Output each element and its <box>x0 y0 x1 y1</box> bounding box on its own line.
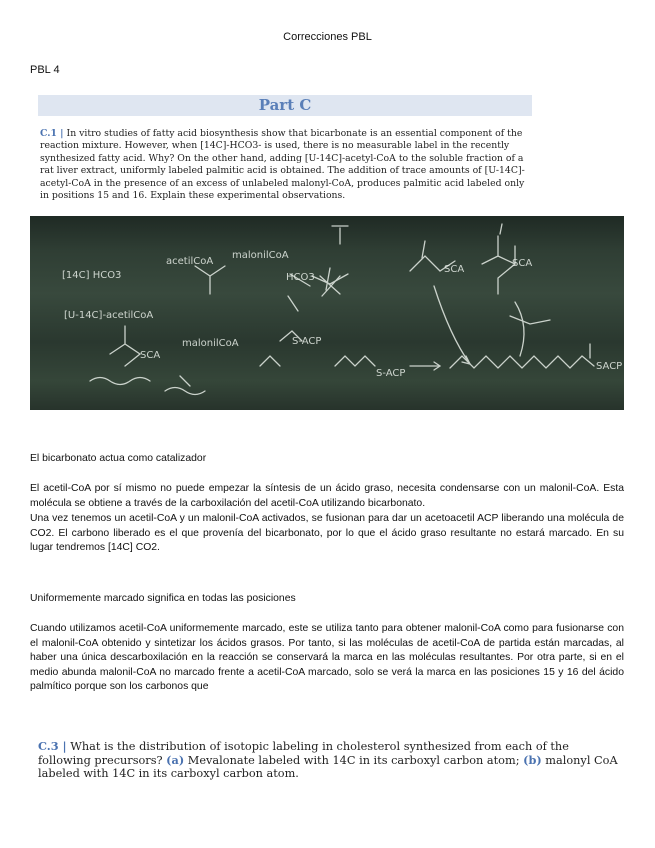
part-c-banner: Part C <box>38 95 532 116</box>
chalk-label-sacp-2: S-ACP <box>376 368 406 379</box>
question-c1-number: C.1 | <box>40 128 64 139</box>
question-c3-option-a: (a) <box>166 752 185 767</box>
chalk-label-sacp-3: SACP <box>596 361 623 372</box>
question-c3-text-b: Mevalonate labeled with 14C in its carboxyl carbon atom; <box>187 753 520 767</box>
question-c3-number: C.3 | <box>38 739 67 753</box>
answer-2-heading: Uniformemente marcado significa en todas las posiciones <box>30 593 296 604</box>
chalk-label-malonilcoa: malonilCoA <box>232 250 289 261</box>
page-title: Correcciones PBL <box>283 31 372 43</box>
question-c1 <box>40 128 536 202</box>
section-label: PBL 4 <box>30 64 60 76</box>
answer-2-paragraph-1: Cuando utilizamos acetil-CoA uniformemente marcado, este se utiliza tanto para obtener malonil-CoA como para fusionarse con el malonil-CoA obtenido y sintetizar los ácidos grasos. Por tanto, si las moléculas de acetil-CoA de partida están marcadas, al haber una única descarboxilación en la reacción se conservará la marca en las moléculas resultantes. Por otra parte, si en el medio abunda malonil-CoA no marcado frente a acetil-CoA marcado, solo se verá la marca en las posiciones 15 y 16 del ácido palmítico porque son los carbonos que <box>30 623 624 693</box>
chalk-label-malonilcoa-2: malonilCoA <box>182 338 239 349</box>
answer-1-paragraph-1: El acetil-CoA por sí mismo no puede empezar la síntesis de un ácido graso, necesita condensarse con un malonil-CoA. Esta molécula se obtiene a través de la carboxilación del acetil-CoA utilizando bicarbonato. <box>30 483 624 509</box>
chalk-label-sca-1: SCA <box>444 264 465 275</box>
answer-1-heading: El bicarbonato actua como catalizador <box>30 453 207 464</box>
question-c3-text-a: What is the distribution of isotopic labeling in cholesterol synthesized from each of the following precursors? <box>38 740 569 767</box>
chalk-label-hco3: HCO3 <box>286 272 315 283</box>
chalkboard-photo <box>30 216 624 410</box>
answer-1-paragraph-2: Una vez tenemos un acetil-CoA y un malonil-CoA activados, se fusionan para dar un acetoacetil ACP liberando una molécula de CO2. El carbono liberado es el que provenía del bicarbonato, por lo que el ácido graso resultante no estará marcado. En su lugar tendremos [14C] CO2. <box>30 513 624 554</box>
question-c3 <box>38 740 618 781</box>
chalk-label-acetylcoa: acetilCoA <box>166 256 214 267</box>
chalk-label-u-acetyl: [U-14C]-acetilCoA <box>64 310 154 321</box>
chalk-label-bicarb: [14C] HCO3 <box>62 270 122 281</box>
question-c3-option-b: (b) <box>523 752 542 767</box>
chalkboard-drawing <box>30 216 624 410</box>
chalk-label-sca-2: SCA <box>512 258 533 269</box>
question-c3-text-c: malonyl CoA labeled with 14C in its carboxyl carbon atom. <box>38 753 618 781</box>
chalk-label-sacp-1: S-ACP <box>292 336 322 347</box>
chalk-label-sca-3: SCA <box>140 350 161 361</box>
question-c1-text: In vitro studies of fatty acid biosynthesis show that bicarbonate is an essential component of the reaction mixture. However, when [14C]-HCO3- is used, there is no measurable label in the recently synthesized fatty acid. Why? On the other hand, adding [U-14C]-acetyl-CoA to the soluble fraction of a rat liver extract, uniformly labeled palmitic acid is obtained. The addition of trace amounts of [U-14C]-acetyl-CoA in the presence of an excess of unlabeled malonyl-CoA, produces palmitic acid labeled only in positions 15 and 16. Explain these experimental observations. <box>40 128 525 202</box>
